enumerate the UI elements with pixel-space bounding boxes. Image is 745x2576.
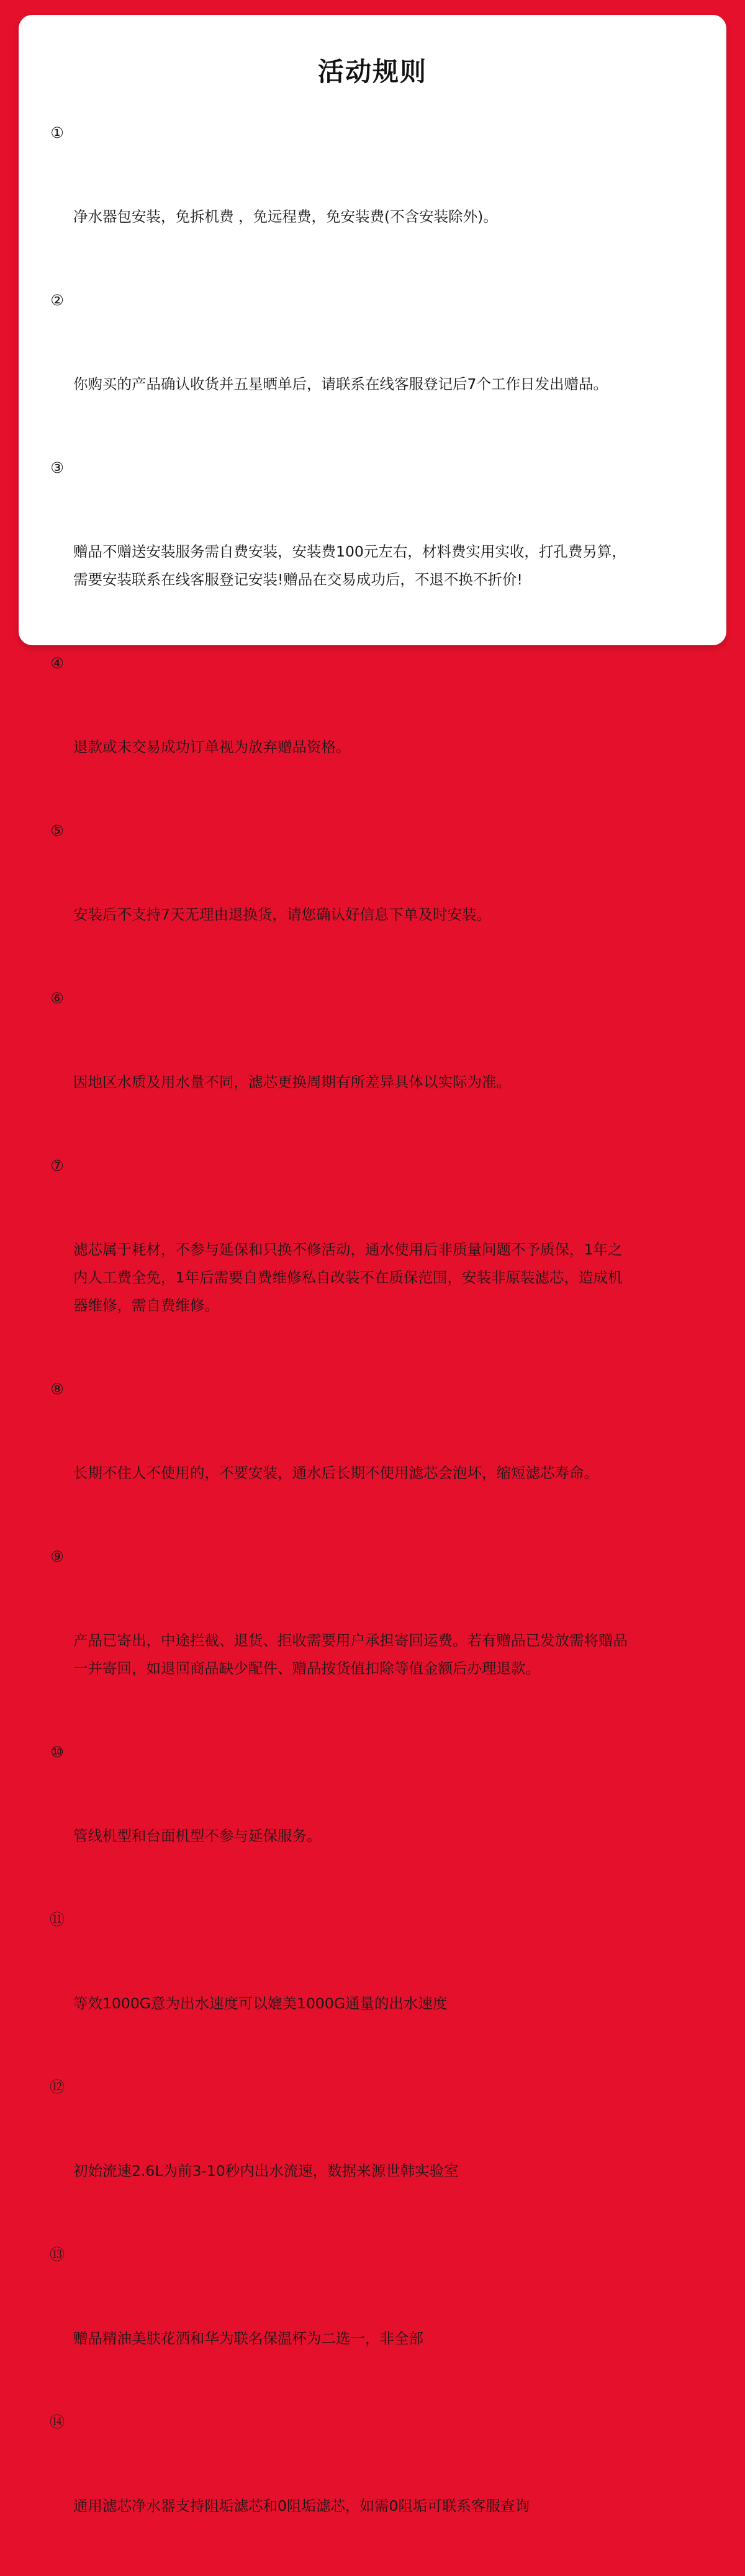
rule-item bbox=[47, 1152, 711, 1375]
rule-text: 通用滤芯净水器支持阻垢滤芯和0阻垢滤芯，如需0阻垢可联系客服查询 bbox=[73, 2497, 530, 2515]
page-title: 活动规则 bbox=[317, 56, 427, 87]
rule-item bbox=[47, 2073, 711, 2241]
rule-number: ⑭ bbox=[50, 2413, 65, 2431]
rule-item bbox=[47, 1738, 711, 1906]
rule-text: 产品已寄出，中途拦截、退货、拒收需要用户承担寄回运费。若有赠品已发放需将赠品 一并寄回，如退回商品缺少配件、赠品按货值扣除等值金额后办理退款。 bbox=[73, 1632, 628, 1677]
rule-item bbox=[47, 454, 711, 650]
rule-item bbox=[47, 287, 711, 454]
rule-text: 因地区水质及用水量不同，滤芯更换周期有所差异具体以实际为准。 bbox=[73, 1073, 511, 1091]
rule-item bbox=[47, 119, 711, 287]
rule-number: ④ bbox=[50, 655, 64, 672]
rule-number: ⑨ bbox=[50, 1548, 64, 1565]
rule-item bbox=[47, 1375, 711, 1543]
rule-text: 等效1000G意为出水速度可以媲美1000G通量的出水速度 bbox=[73, 1995, 448, 2012]
rule-text: 赠品不赠送安装服务需自费安装，安装费100元左右，材料费实用实收，打孔费另算， 需要安装联系在线客服登记安装!赠品在交易成功后，不退不换不折价! bbox=[73, 543, 626, 588]
rule-number: ⑪ bbox=[50, 1911, 65, 1928]
rule-number: ⑥ bbox=[50, 990, 64, 1007]
rule-item bbox=[47, 2241, 711, 2408]
rule-number: ⑦ bbox=[50, 1157, 64, 1174]
rule-number: ⑧ bbox=[50, 1380, 64, 1398]
rule-text: 滤芯属于耗材，不参与延保和只换不修活动，通水使用后非质量问题不予质保，1年之 内人工费全免，1年后需要自费维修私自改装不在质保范围，安装非原装滤芯，造成机 器维修，需自费维修。 bbox=[73, 1241, 623, 1314]
rules-card bbox=[19, 15, 726, 2515]
rules-list bbox=[47, 119, 711, 2576]
rule-text: 赠品精油美肤花洒和华为联名保温杯为二选一，非全部 bbox=[73, 2330, 423, 2347]
rule-text: 退款或未交易成功订单视为放弃赠品资格。 bbox=[73, 738, 351, 756]
rule-item bbox=[47, 1543, 711, 1738]
rule-item bbox=[47, 1906, 711, 2073]
rule-number: ⑤ bbox=[50, 822, 64, 839]
rule-number: ① bbox=[50, 124, 64, 141]
rule-text: 初始流速2.6L为前3-10秒内出水流速，数据来源世韩实验室 bbox=[73, 2162, 459, 2180]
rule-item bbox=[47, 650, 711, 817]
rule-number: ⑫ bbox=[50, 2078, 65, 2096]
rule-number: ⑩ bbox=[50, 1743, 64, 1761]
rule-item bbox=[47, 817, 711, 985]
rule-text: 安装后不支持7天无理由退换货，请您确认好信息下单及时安装。 bbox=[73, 906, 491, 923]
rule-number: ③ bbox=[50, 459, 64, 476]
rule-text: 长期不住人不使用的，不要安装，通水后长期不使用滤芯会泡坏，缩短滤芯寿命。 bbox=[73, 1464, 598, 1482]
rule-text: 管线机型和台面机型不参与延保服务。 bbox=[73, 1827, 322, 1845]
rule-text: 你购买的产品确认收货并五星晒单后，请联系在线客服登记后7个工作日发出赠品。 bbox=[73, 375, 608, 393]
rule-text: 净水器包安装，免拆机费 ，免远程费，免安装费(不含安装除外)。 bbox=[73, 208, 498, 225]
rule-number: ⑬ bbox=[50, 2246, 65, 2263]
rule-number: ② bbox=[50, 292, 64, 309]
rule-item bbox=[47, 985, 711, 1152]
rule-item bbox=[47, 2408, 711, 2576]
